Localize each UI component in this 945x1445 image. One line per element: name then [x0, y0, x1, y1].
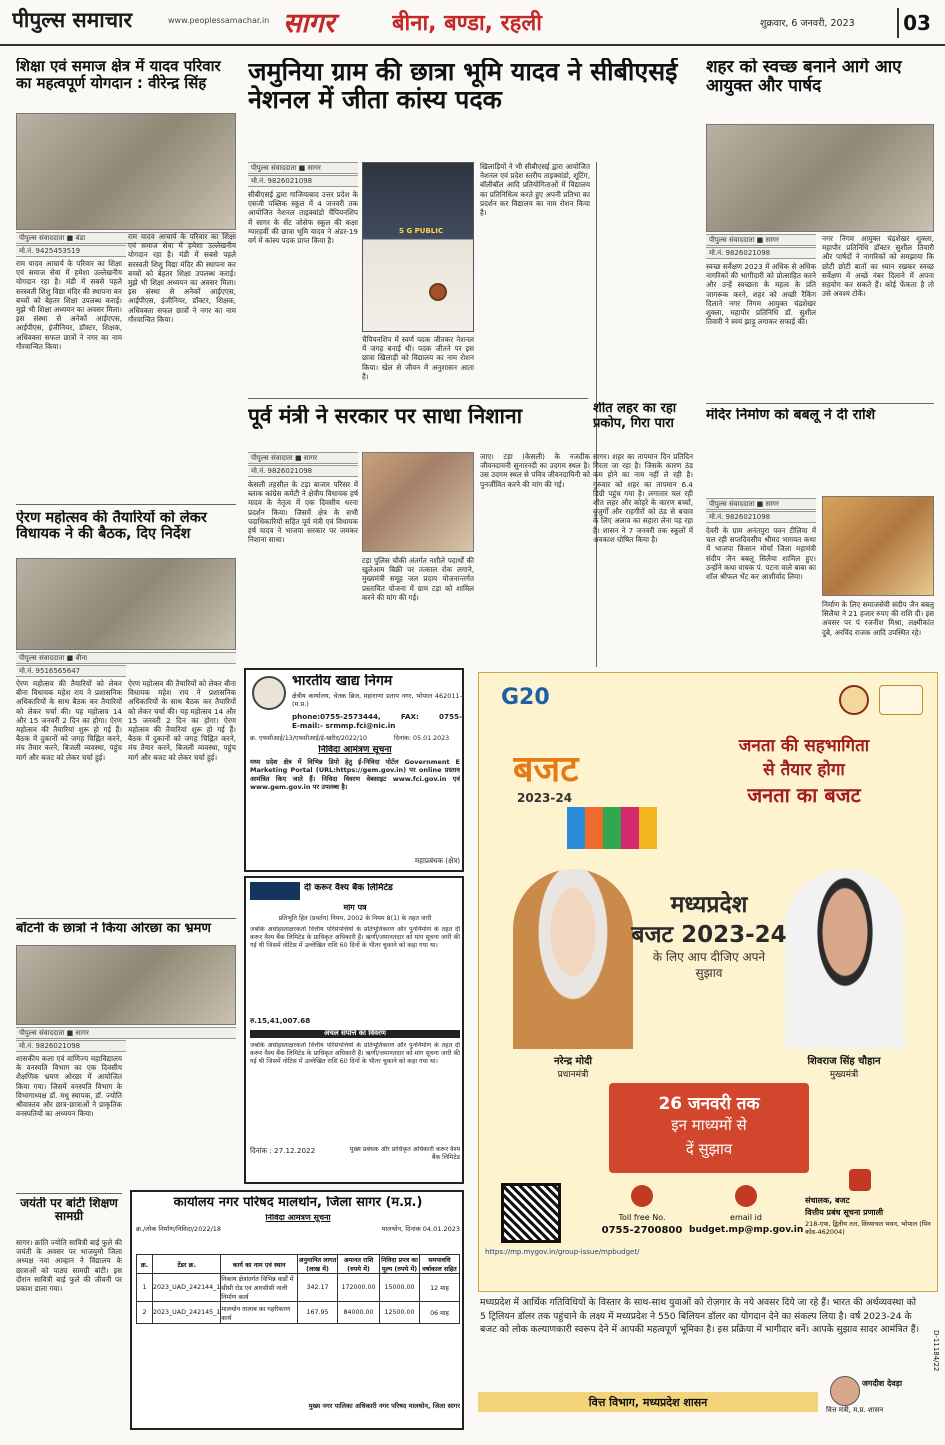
- deadline-3: दें सुझाव: [685, 1140, 733, 1158]
- finance-dept: वित्त विभाग, मध्यप्रदेश शासन: [588, 1396, 708, 1409]
- budget-url[interactable]: https://mp.mygov.in/group-issue/mpbudget/: [485, 1248, 640, 1256]
- orchha-headline: बॉटनी के छात्रों ने किया ओरछा का भ्रमण: [16, 922, 211, 936]
- table-header: समयावधि वर्षाकाल सहित: [420, 1255, 460, 1274]
- minister-body-2: टड़ा पुलिस चौकी अंतर्गत नशीले पदार्थों की खुलेआम बिक्री पर तत्काल रोक लगाने, मुख्यमंत्री समूह जल प्रदाय योजनान्तर्गत प्रस्तावित योजना में ग्राम टड़ा को शामिल करने की मांग की गई।: [362, 556, 474, 602]
- minister-mobile: मो.नं. 9826021098: [248, 465, 358, 477]
- email-label: email id: [730, 1213, 762, 1222]
- eran-headline: ऐरण महोत्सव की तैयारियों को लेकर विधायक ने की बैठक, दिए निर्देश: [16, 510, 207, 543]
- fci-date: दिनांक: 05.01.2023: [394, 735, 450, 742]
- malthon-table: [136, 1254, 460, 1324]
- fci-sign: महाप्रबंधक (क्षेत्र): [414, 856, 460, 865]
- karur-date: दिनांक : 27.12.2022: [250, 1146, 316, 1155]
- malthon-date: मालथोन, दिनांक 04.01.2023: [381, 1225, 460, 1233]
- malthon-tender-ad: [130, 1190, 464, 1430]
- minister-headline: पूर्व मंत्री ने सरकार पर साधा निशाना: [248, 405, 523, 428]
- bhumi-photo-caption: S G PUBLIC: [399, 227, 444, 235]
- newspaper-logo: पीपुल्स समाचार: [12, 8, 133, 32]
- divider: [16, 1193, 122, 1194]
- eran-byline: पीपुल्स संवाददाता ■ बीना: [16, 652, 236, 664]
- divider: [248, 398, 588, 399]
- karur-sign: मुख्य प्रबंधक और प्राधिकृत अधिकारी करूर वैश्य बैंक लिमिटेड: [349, 1146, 460, 1161]
- yadav-byline: पीपुल्स संवाददाता ■ बंडा: [16, 232, 236, 244]
- coldwave-body: सागर। शहर का तापमान दिन प्रतिदिन गिरता जा रहा है। जिसके कारण ठंड कम होने का नाम नहीं ले रही है। गुरुवार को शहर का तापमान 6.4 डिग्री पहुंच गया है। लगातार चल रही शीत लहर और कोहरे के कारण बच्चों, बुजुर्गों और राहगीरों को ठंड से बचाव के लिए अलाव का सहारा लेना पड़ रहा है। शासन ने 7 जनवरी तक स्कूलों में अवकाश घोषित किया है।: [593, 452, 693, 544]
- table-header: क्र.: [137, 1255, 153, 1274]
- bhumi-photo: [362, 162, 474, 332]
- table-header-row: [137, 1255, 460, 1274]
- yadav-body: राम यादव आचार्य के परिवार का शिक्षा एवं समाज सेवा में हमेशा उल्लेखनीय योगदान रहा है। मंडी में सबसे पहले सरस्वती शिशु विद्या मंदिर की स्थापना कर बच्चों को बेहतर शिक्षा उपलब्ध कराई। मुझे भी शिक्षा अध्ययन का अवसर मिला। इस संस्था से अनेकों आईएएस, आईपीएस, इंजीनियर, डॉक्टर, शिक्षक, अधिवक्ता सफल छात्रों ने नगर का नाम गौरवान्वित किया।: [16, 259, 122, 351]
- bhumi-headline: जमुनिया ग्राम की छात्रा भूमि यादव ने सीबीएसई नेशनल में जीता कांस्य पदक: [248, 58, 678, 114]
- budget-title-1: मध्यप्रदेश: [670, 892, 748, 918]
- email-address[interactable]: budget.mp@mp.gov.in: [689, 1225, 803, 1235]
- karur-property-text: जबकि अधोहस्ताक्षरकर्ता वित्तीय परिसंपत्तियों के प्रतिभूतिकरण और पुनर्निर्माण के तहत दी करूर वैश्य बैंक लिमिटेड के प्राधिकृत अधिकारी हैं। ऋणी/जमानतदार को मांग सूचना जारी की गई थी जिसमें नोटिस में उल्लेखित राशि 60 दिनों के भीतर चुकाने को कहा गया था।: [250, 1042, 460, 1065]
- minister-name: जगदीश देवड़ा: [862, 1379, 903, 1388]
- table-cell: 12500.00: [380, 1302, 420, 1324]
- fci-email: E-mail:- srmmp.fci@nic.in: [292, 721, 396, 730]
- fci-contact: phone:0755-2573444, FAX: 0755-: [292, 712, 462, 721]
- malthon-notice: निविदा आमंत्रण सूचना: [265, 1214, 331, 1222]
- temple-photo: [822, 496, 934, 596]
- karur-bank-name: दी करूर वैश्य बैंक लिमिटेड: [304, 883, 393, 893]
- table-cell: 84000.00: [338, 1302, 380, 1324]
- fci-title: भारतीय खाद्य निगम: [292, 674, 393, 689]
- town-names: बीना, बण्डा, रहली: [392, 11, 542, 36]
- table-header: कार्य का नाम एवं स्थान: [221, 1255, 298, 1274]
- yadav-photo: [16, 113, 236, 230]
- table-header: निविदा प्रपत्र का मूल्य (रुपये में): [380, 1255, 420, 1274]
- email-icon: [735, 1185, 757, 1207]
- minister-byline: पीपुल्स संवादाता ■ सागर: [248, 452, 358, 464]
- table-cell: 172000.00: [338, 1274, 380, 1302]
- table-cell: 167.95: [298, 1302, 338, 1324]
- stairs-icon: [567, 807, 657, 849]
- temple-body-1: देवरी के ग्राम अनंतपुरा पवन टीलिया में चल रही सप्तदिवसीय श्रीमद भागवत कथा में भाजपा किसान मोर्चा जिला महामंत्री संदीप जैन बबलू सिलैया शामिल हुए। उन्होंने कथा वाचक पं. पटना वाले बाबा का शॉल श्रीफल भेंट कर आशीर्वाद लिया।: [706, 526, 816, 582]
- ad-code: D-11184/22: [932, 1330, 940, 1372]
- medal-icon: [429, 283, 447, 301]
- shivraj-portrait: [785, 869, 905, 1049]
- orchha-mobile: मो.नं. 9826021098: [16, 1040, 126, 1052]
- eran-body-col2: [128, 679, 236, 914]
- swachh-photo: [706, 124, 934, 232]
- table-cell: 2023_UAD_242145_1: [153, 1302, 221, 1324]
- jayanti-headline: जयंती पर बांटी शिक्षण सामग्री: [20, 1197, 118, 1224]
- tagline-2: से तैयार होगा: [763, 760, 845, 780]
- minister-portrait: [830, 1376, 860, 1406]
- temple-mobile: मो.नं. 9826021098: [706, 511, 816, 523]
- modi-title: प्रधानमंत्री: [557, 1070, 589, 1080]
- yadav-continuation: राम यादव आचार्य के परिवार का शिक्षा एवं समाज सेवा में हमेशा उल्लेखनीय योगदान रहा है। मंडी में सबसे पहले सरस्वती शिशु विद्या मंदिर की स्थापना कर बच्चों को बेहतर शिक्षा उपलब्ध कराई। मुझे भी शिक्षा अध्ययन का अवसर मिला। इस संस्था से अनेकों आईएएस, आईपीएस, इंजीनियर, डॉक्टर, शिक्षक, अधिवक्ता सफल छात्रों ने नगर का नाम गौरवान्वित किया।: [128, 232, 236, 324]
- yadav-mobile: मो.नं. 9425453519: [16, 245, 126, 257]
- city-name: सागर: [283, 8, 335, 39]
- orchha-byline: पीपुल्स संवाददाता ■ सागर: [16, 1027, 236, 1039]
- swachh-body-2: नगर निगम आयुक्त चंद्रशेखर शुक्ला, महापौर प्रतिनिधि डॉक्टर सुशील तिवारी और पार्षदों ने नागरिकों को समझाया कि छोटी छोटी बातों का ध्यान रखकर स्वच्छ सर्वेक्षण में अच्छे नंबर दिलाने में अपना सहयोग कर सकते हैं। कोई फेंकता है तो उसे अवश्य टोकें।: [822, 234, 934, 299]
- bhumi-body-3: खिलाड़ियों ने भी सीबीएसई द्वारा आयोजित नेशनल एवं प्रदेश स्तरीय ताइक्वांडो, शूटिंग, बॉलीबॉल आदि प्रतियोगिताओं में विद्यालय का प्रतिनिधित्व करते हुए अपनी प्रतिभा का प्रदर्शन कर विद्यालय का नाम रोशन किया है।: [480, 162, 590, 218]
- ballot-box: [609, 1083, 809, 1173]
- post-label: संचालक, बजट: [805, 1196, 850, 1205]
- bhumi-mobile: मो.नं. 9826021098: [248, 175, 358, 187]
- table-cell: 2: [137, 1302, 153, 1324]
- budget-subtitle: के लिए आप दीजिए अपने सुझाव: [652, 950, 766, 980]
- finance-dept-band: [478, 1392, 818, 1412]
- table-cell: निकाय क्षेत्रांतर्गत विभिन्न वार्डों में सीसी रोड एवं आरसीसी नाली निर्माण कार्य: [221, 1274, 298, 1302]
- divider: [16, 504, 236, 505]
- divider: [16, 918, 236, 919]
- orchha-photo: [16, 945, 236, 1025]
- swachh-byline: पीपुल्स संवाददाता ■ सागर: [706, 234, 816, 246]
- minister-title: वित्त मंत्री, म.प्र. शासन: [826, 1406, 884, 1414]
- table-row: [137, 1302, 460, 1324]
- karur-property: [250, 1042, 460, 1138]
- swachh-body-1: स्वच्छ सर्वेक्षण 2023 में अधिक से अधिक नागरिकों की भागीदारी को प्रोत्साहित करने और उन्हें स्वच्छता के महत्व के प्रति जागरूक करने, शहर को अच्छी रैंकिंग दिलाने नगर निगम आयुक्त चंद्रशेखर शुक्ला, महापौर प्रतिनिधि डॉ. सुशील तिवारी ने स्वयं झाड़ू लगाकर सफाई की।: [706, 262, 816, 327]
- fci-ref: क्र. एफसीआई/13/एफसीआई/ई-खरीद/2022/10: [250, 735, 368, 742]
- table-cell: 2023_UAD_242144_1: [153, 1274, 221, 1302]
- table-header: अनुमानित लागत (लाख में): [298, 1255, 338, 1274]
- yadav-headline: शिक्षा एवं समाज क्षेत्र में यादव परिवार का महत्वपूर्ण योगदान : वीरेन्द्र सिंह: [16, 58, 221, 92]
- eran-mobile: मो.नं. 9516565647: [16, 665, 126, 677]
- deadline-2: इन माध्यमों से: [671, 1116, 747, 1134]
- g20-logo: G20: [501, 685, 550, 710]
- table-cell: 15000.00: [380, 1274, 420, 1302]
- website-url: www.peoplessamachar.in: [168, 16, 270, 25]
- mp-emblem-icon: [839, 685, 869, 715]
- orchha-body: शासकीय कला एवं वाणिज्य महाविद्यालय के वनस्पति विभाग का एक दिवसीय शैक्षणिक भ्रमण ओरछा में आयोजित किया गया। जिसमें वनस्पति विभाग के विभागाध्यक्ष डॉ. मधु स्थापक, डॉ. ज्योति श्रीवास्तव और छात्र-छात्राओं ने प्राकृतिक वनस्पतियों का अध्ययन किया।: [16, 1054, 122, 1119]
- tagline-1: जनता की सहभागिता: [738, 736, 870, 756]
- budget-word: बजट: [513, 749, 579, 790]
- malthon-title: कार्यालय नगर परिषद मालथोन, जिला सागर (म.प्र.): [173, 1196, 423, 1210]
- swachh-mobile: मो.नं. 9826021098: [706, 247, 816, 259]
- budget-graphic: [507, 731, 657, 851]
- modi-name: नरेन्द्र मोदी: [554, 1056, 592, 1067]
- shivraj-name: शिवराज सिंह चौहान: [807, 1056, 881, 1067]
- fci-notice: निविदा आमंत्रण सूचना: [318, 745, 392, 755]
- karur-property-title: अचल संपत्ति का विवरण: [250, 1030, 460, 1038]
- bhumi-body-1: सीबीएसई द्वारा गाजियाबाद उत्तर प्रदेश के एसजी पब्लिक स्कूल में 4 जनवरी तक आयोजित नेशनल ताइक्वांडो चैंपियनशिप में सागर के सेंट जोसेफ स्कूल की कक्षा ग्यारहवीं की छात्रा भूमि यादव ने अंडर-19 वर्ग में कांस्य पदक प्राप्त किया है।: [248, 190, 358, 246]
- page-number: 03: [897, 8, 935, 38]
- table-cell: मालथोन तालाब का गहरीकरण कार्य: [221, 1302, 298, 1324]
- eran-continuation: ऐरण महोत्सव की तैयारियों को लेकर बीना विधायक महेश राय ने प्रशासनिक अधिकारियों के साथ बैठक कर तैयारियों को लेकर चर्चा की। यह महोत्सव 14 और 15 जनवरी 2 दिन का होगा। ऐरण महोत्सव की तैयारियां शुरू हो गई हैं। बैठक में दुकानों को जगह चिह्नित करने, मंच तैयार करने, बिजली व्यवस्था, पहुंच मार्ग और बजट को लेकर चर्चा हुई।: [128, 679, 236, 762]
- temple-byline: पीपुल्स संवाददाता ■ सागर: [706, 498, 816, 510]
- temple-body-2: निर्माण के लिए समाजसेवी संदीप जैन बबलू सिलैया ने 21 हजार रुपए की राशि दी। इस अवसर पर पं रजनीश मिश्रा, लक्ष्मीकांत दुबे, अरविंद राजक आदि उपस्थित रहे।: [822, 600, 934, 637]
- minister-body-3: जाए। टड़ा (केसली) के नजदीक जीवनदायनी सुनारनदी का उदगम स्थल है। उस उदगम स्थल से पवित्र जीवनदायिनी को पुनर्जीवित करने की मांग की गई।: [480, 452, 590, 489]
- budget-title-2: बजट 2023-24: [631, 922, 787, 948]
- swachh-headline: शहर को स्वच्छ बनाने आगे आए आयुक्त और पार्षद: [706, 58, 902, 97]
- karur-logo-icon: [250, 882, 300, 900]
- fci-body: मध्य प्रदेश क्षेत्र में विभिन्न डिपो हेतु ई-निविदा पोर्टल Government E Marketing Portal (URL:https://gem.gov.in) पर online प्रस्ताव आमंत्रित किए जाते हैं। निविदा विवरण वेबसाइट www.fci.gov.in एवं www.gem.gov.in पर उपलब्ध है।: [250, 758, 460, 792]
- masthead: [0, 0, 945, 46]
- karur-body: जबकि अधोहस्ताक्षरकर्ता वित्तीय परिसंपत्तियों के प्रतिभूतिकरण और पुनर्निर्माण के तहत दी करूर वैश्य बैंक लिमिटेड के प्राधिकृत अधिकारी हैं। ऋणी/जमानतदार को मांग सूचना जारी की गई थी जिसमें नोटिस में उल्लेखित राशि 60 दिनों के भीतर चुकाने को कहा गया था।: [250, 926, 460, 949]
- fci-logo-icon: [252, 676, 286, 710]
- karur-subheading: प्रतिभूति हित (प्रवर्तन) नियम, 2002 के नियम 8(1) के तहत जारी: [278, 915, 432, 922]
- fci-office: क्षेत्रीय कार्यालय, चेतक ब्रिज, महाराणा प्रताप नगर, भोपाल 462011- (म.प्र.): [292, 692, 462, 708]
- table-cell: 342.17: [298, 1274, 338, 1302]
- budget-body: मध्यप्रदेश में आर्थिक गतिविधियों के विस्तार के साथ-साथ युवाओं को रोज़गार के नये अवसर दिये जा रहे हैं। भारत की अर्थव्यवस्था को 5 ट्रिलियन डॉलर तक पहुंचाने के लक्ष्य में मध्यप्रदेश ने 550 बिलियन डॉलर का योगदान देने का संकल्प लिया है। वर्ष 2023-24 के बजट को लोक कल्याणकारी स्वरूप देने में आपकी महत्वपूर्ण भूमिका है। इस प्रक्रिया में भागीदार बनें। आपके सुझाव सादर आमंत्रित हैं।: [480, 1297, 920, 1335]
- minister-photo: [362, 452, 474, 552]
- minister-body-1: केसली तहसील के टड़ा बाजार परिसर में ब्लाक कांग्रेस कमेटी ने क्षेत्रीय विधायक हर्ष यादव के नेतृत्व में एक दिवसीय धरना प्रदर्शन किया। जिसमें क्षेत्र के सभी पदाधिकारियों सहित पूर्व मंत्री एवं विधायक हर्ष यादव ने भाजपा सरकार पर जमकर निशाना साधा।: [248, 480, 358, 545]
- divider: [706, 403, 934, 404]
- budget-year: 2023-24: [517, 791, 573, 805]
- eran-body: ऐरण महोत्सव की तैयारियों को लेकर बीना विधायक महेश राय ने प्रशासनिक अधिकारियों के साथ बैठक कर तैयारियों को लेकर चर्चा की। यह महोत्सव 14 और 15 जनवरी 2 दिन का होगा। ऐरण महोत्सव की तैयारियां शुरू हो गई हैं। बैठक में दुकानों को जगह चिह्नित करने, मंच तैयार करने, बिजली व्यवस्था, पहुंच मार्ग और बजट को लेकर चर्चा हुई।: [16, 679, 122, 762]
- tollfree-label: Toll free No.: [618, 1213, 666, 1222]
- tollfree-number[interactable]: 0755-2700800: [601, 1225, 683, 1236]
- qr-code-icon: [501, 1183, 561, 1243]
- jayanti-body: सागर। क्रांति ज्योति सावित्री बाई फुले की जयंती के अवसर पर भाजयुमो जिला अध्यक्ष नवा आव्हान ने विद्यालय के छात्राओं को पाठ्य सामग्री बांटी। इस दौरान सावित्री बाई फुले की जीवनी पर प्रकाश डाला गया।: [16, 1238, 122, 1294]
- table-cell: 1: [137, 1274, 153, 1302]
- karur-bank-ad: [244, 876, 464, 1184]
- fci-tender-ad: [244, 668, 464, 872]
- post-line: वित्तीय प्रबंध सूचना प्रणाली: [805, 1208, 884, 1217]
- table-cell: 06 माह: [420, 1302, 460, 1324]
- issue-date: शुक्रवार, 6 जनवरी, 2023: [760, 18, 855, 29]
- malthon-sign: मुख्य नगर पालिका अधिकारी नगर परिषद मालथोन, जिला सागर: [308, 1402, 460, 1410]
- karur-heading: मांग पत्र: [343, 904, 367, 912]
- table-header: अमानत राशि (रुपये में): [338, 1255, 380, 1274]
- tagline-3: जनता का बजट: [747, 783, 861, 807]
- phone-icon: [631, 1185, 653, 1207]
- bhumi-body-2: चैंपियनशिप में स्वर्ण पदक जीतकर नेशनल में जगह बनाई थी। पदक जीतने पर इस छात्रा खिलाड़ी को विद्यालय का नाम रोशन किया। खेल से जीवन में अनुशासन आता है।: [362, 335, 474, 381]
- table-row: [137, 1274, 460, 1302]
- yadav-body-col2: [128, 232, 236, 500]
- table-header: टेंडर क्र.: [153, 1255, 221, 1274]
- bhumi-byline: पीपुल्स संवाददाता ■ सागर: [248, 162, 358, 174]
- azadi-logo-icon: [879, 685, 923, 715]
- modi-portrait: [513, 869, 633, 1049]
- karur-amount: रु.15,41,007.68: [250, 1016, 311, 1025]
- eran-photo: [16, 558, 236, 650]
- post-icon: [849, 1169, 871, 1191]
- mp-budget-ad: [478, 672, 938, 1292]
- coldwave-headline: शीत लहर का रहा प्रकोप, गिरा पारा: [593, 402, 677, 431]
- post-address: 218-एफ, द्वितीय तल, विंध्याचल भवन, भोपाल (पिन कोड-462004): [805, 1220, 931, 1236]
- malthon-ref: क्र./लोक निर्माण/निविदा/2022/18: [136, 1225, 222, 1233]
- temple-headline: मंदिर निर्माण को बबलू ने दी राशि: [706, 408, 876, 423]
- deadline-1: 26 जनवरी तक: [658, 1094, 760, 1114]
- shivraj-title: मुख्यमंत्री: [829, 1070, 859, 1080]
- table-cell: 12 माह: [420, 1274, 460, 1302]
